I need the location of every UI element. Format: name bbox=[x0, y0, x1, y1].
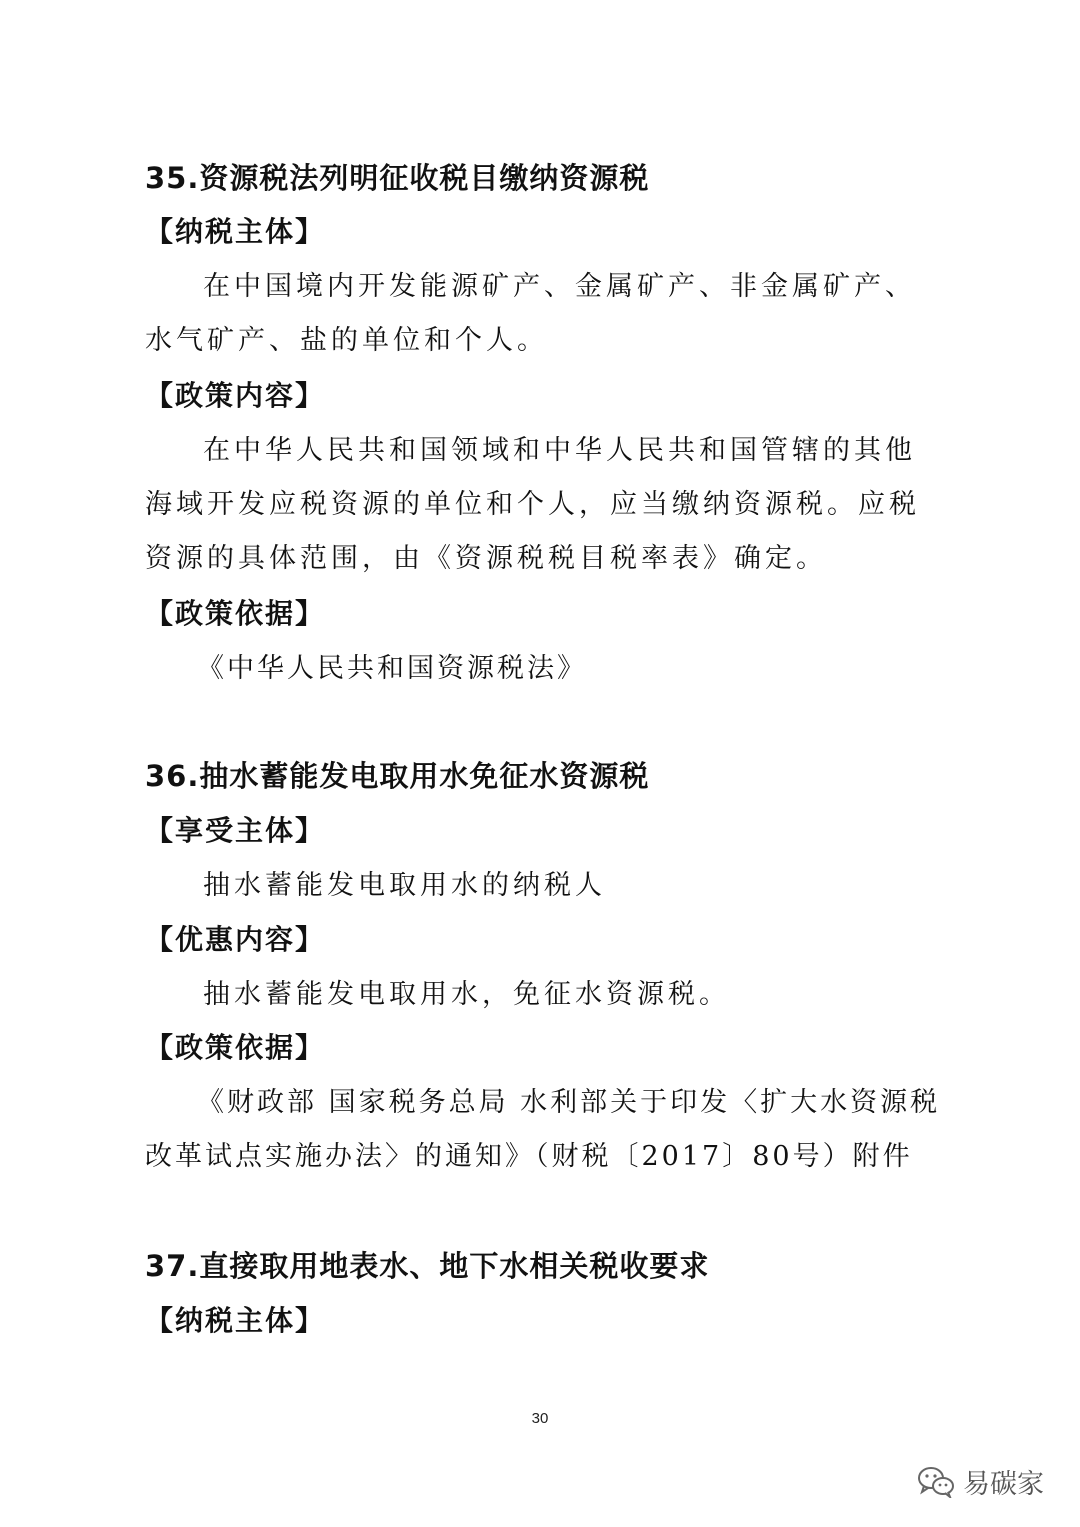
wechat-icon bbox=[917, 1466, 955, 1498]
watermark bbox=[917, 1462, 1044, 1501]
section-36-title: 36.抽水蓄能发电取用水免征水资源税 bbox=[145, 759, 650, 793]
section-35-label-basis: 【政策依据】 bbox=[145, 597, 326, 630]
section-37-title: 37.直接取用地表水、地下水相关税收要求 bbox=[145, 1249, 710, 1283]
section-35-label-subject: 【纳税主体】 bbox=[145, 215, 326, 248]
section-36-basis-text: 《财政部 国家税务总局 水利部关于印发〈扩大水资源税改革试点实施办法〉的通知》（财税〔2017〕80号）附件 bbox=[145, 1087, 941, 1172]
watermark-text: 易碳家 bbox=[963, 1469, 1044, 1500]
section-35-basis-text: 《中华人民共和国资源税法》 bbox=[197, 653, 587, 684]
section-35-title: 35.资源税法列明征收税目缴纳资源税 bbox=[145, 161, 650, 195]
section-36-preference-text: 抽水蓄能发电取用水，免征水资源税。 bbox=[203, 979, 730, 1010]
section-35-content-text: 在中华人民共和国领域和中华人民共和国管辖的其他海域开发应税资源的单位和个人，应当缴纳资源税。应税资源的具体范围，由《资源税税目税率表》确定。 bbox=[145, 435, 920, 574]
section-35-subject-text: 在中国境内开发能源矿产、金属矿产、非金属矿产、水气矿产、盐的单位和个人。 bbox=[145, 271, 916, 356]
page-number: 30 bbox=[531, 1410, 549, 1427]
section-36-label-beneficiary: 【享受主体】 bbox=[145, 814, 326, 847]
section-35-label-content: 【政策内容】 bbox=[145, 379, 326, 412]
section-36-label-preference: 【优惠内容】 bbox=[145, 923, 326, 956]
section-37-label-subject: 【纳税主体】 bbox=[145, 1304, 326, 1337]
section-36-beneficiary-text: 抽水蓄能发电取用水的纳税人 bbox=[203, 870, 606, 901]
section-36-label-basis: 【政策依据】 bbox=[145, 1031, 326, 1064]
